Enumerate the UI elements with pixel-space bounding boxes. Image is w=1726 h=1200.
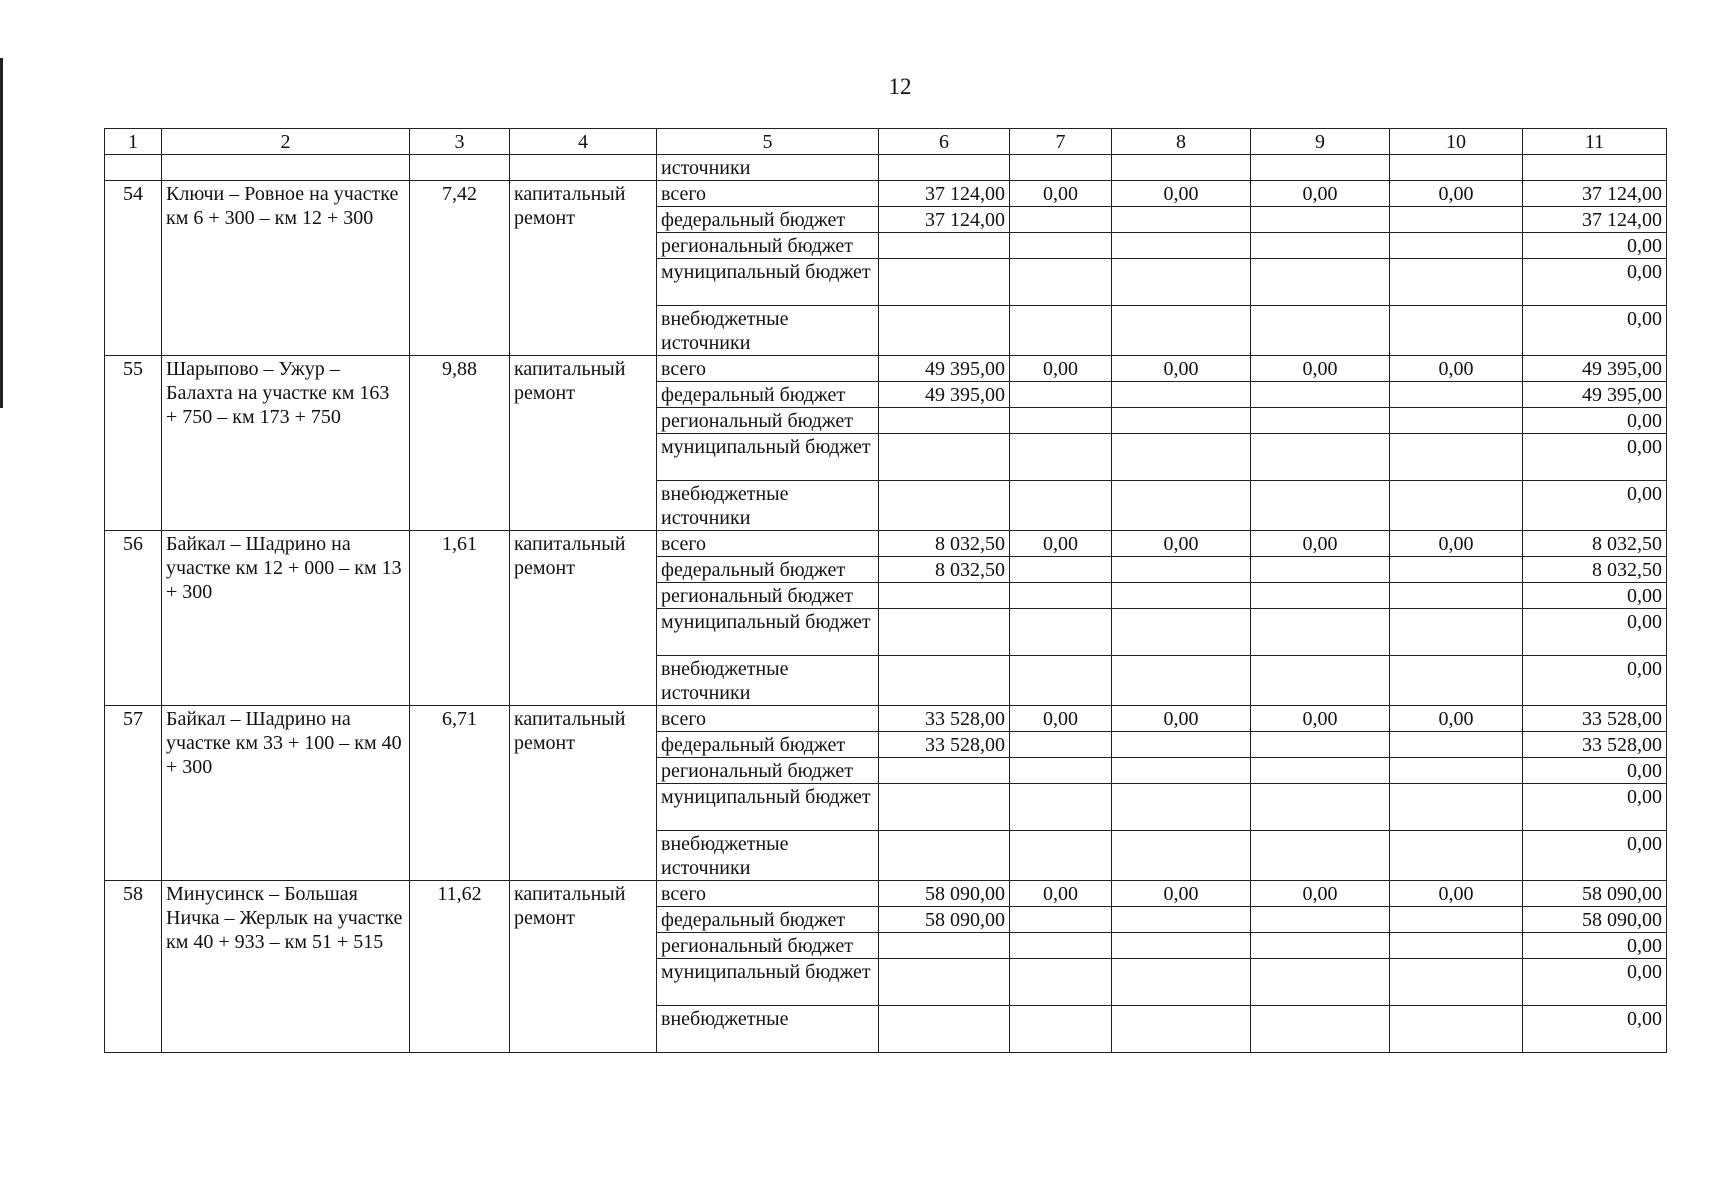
funding-table	[104, 128, 1667, 1053]
value-col-9	[1251, 382, 1390, 408]
work-type: капитальный ремонт	[510, 356, 657, 531]
value-col-7	[1010, 1006, 1112, 1053]
funding-source: всего	[657, 531, 879, 557]
object-name: Шарыпово – Ужур – Балахта на участке км 163 + 750 – км 173 + 750	[162, 356, 410, 531]
object-name: Ключи – Ровное на участке км 6 + 300 – км 12 + 300	[162, 181, 410, 356]
value-col-8	[1112, 233, 1251, 259]
col-number: 6	[879, 129, 1010, 155]
work-type: капитальный ремонт	[510, 531, 657, 706]
value-col-6: 8 032,50	[879, 557, 1010, 583]
funding-source: всего	[657, 181, 879, 207]
value-col-10	[1390, 583, 1523, 609]
value-col-9	[1251, 408, 1390, 434]
value-col-6: 37 124,00	[879, 207, 1010, 233]
value-col-8	[1112, 408, 1251, 434]
value-col-9	[1251, 207, 1390, 233]
col-number: 11	[1523, 129, 1667, 155]
table-row	[105, 531, 1667, 557]
funding-source: региональный бюджет	[657, 933, 879, 959]
funding-source: муниципальный бюджет	[657, 609, 879, 656]
value-col-6	[879, 609, 1010, 656]
value-col-9	[1251, 583, 1390, 609]
table-row	[105, 706, 1667, 732]
funding-source: федеральный бюджет	[657, 557, 879, 583]
object-name: Байкал – Шадрино на участке км 12 + 000 – км 13 + 300	[162, 531, 410, 706]
value-col-9	[1251, 959, 1390, 1006]
value-col-7: 0,00	[1010, 881, 1112, 907]
value-col-10	[1390, 434, 1523, 481]
value-col-10	[1390, 656, 1523, 706]
value-col-11: 0,00	[1523, 259, 1667, 306]
value-col-7	[1010, 656, 1112, 706]
value-col-6: 49 395,00	[879, 356, 1010, 382]
value-col-11: 0,00	[1523, 434, 1667, 481]
value-col-7	[1010, 557, 1112, 583]
value-col-9: 0,00	[1251, 356, 1390, 382]
funding-source: муниципальный бюджет	[657, 259, 879, 306]
value-col-8	[1112, 434, 1251, 481]
value-col-10	[1390, 758, 1523, 784]
funding-source: муниципальный бюджет	[657, 959, 879, 1006]
value-col-11: 0,00	[1523, 758, 1667, 784]
value-col-10	[1390, 784, 1523, 831]
object-length: 1,61	[410, 531, 510, 706]
funding-source: внебюджетные	[657, 1006, 879, 1053]
value-col-11: 49 395,00	[1523, 356, 1667, 382]
value-col-7	[1010, 408, 1112, 434]
value-col-7	[1010, 609, 1112, 656]
value-col-6: 58 090,00	[879, 881, 1010, 907]
value-col-8	[1112, 784, 1251, 831]
value-col-7	[1010, 233, 1112, 259]
funding-source: федеральный бюджет	[657, 732, 879, 758]
value-col-9	[1251, 481, 1390, 531]
value-col-6	[879, 259, 1010, 306]
funding-source: федеральный бюджет	[657, 207, 879, 233]
value-col-9	[1251, 557, 1390, 583]
funding-source: федеральный бюджет	[657, 907, 879, 933]
value-col-7	[1010, 259, 1112, 306]
value-col-11: 0,00	[1523, 784, 1667, 831]
value-col-6	[879, 831, 1010, 881]
col-number: 3	[410, 129, 510, 155]
object-length: 11,62	[410, 881, 510, 1053]
value-col-11: 8 032,50	[1523, 557, 1667, 583]
funding-source: региональный бюджет	[657, 408, 879, 434]
value-col-9	[1251, 933, 1390, 959]
value-col-10	[1390, 408, 1523, 434]
value-col-11: 49 395,00	[1523, 382, 1667, 408]
value-col-8	[1112, 656, 1251, 706]
value-col-11: 58 090,00	[1523, 907, 1667, 933]
col-number: 9	[1251, 129, 1390, 155]
value-col-11: 8 032,50	[1523, 531, 1667, 557]
value-col-11: 37 124,00	[1523, 181, 1667, 207]
value-col-11: 0,00	[1523, 656, 1667, 706]
funding-source: внебюджетные источники	[657, 656, 879, 706]
value-col-8	[1112, 583, 1251, 609]
col-number: 5	[657, 129, 879, 155]
value-col-11: 0,00	[1523, 1006, 1667, 1053]
value-col-7	[1010, 959, 1112, 1006]
value-col-8	[1112, 481, 1251, 531]
work-type: капитальный ремонт	[510, 181, 657, 356]
funding-source: муниципальный бюджет	[657, 784, 879, 831]
value-col-10	[1390, 933, 1523, 959]
value-col-8	[1112, 306, 1251, 356]
value-col-7	[1010, 758, 1112, 784]
funding-source: внебюджетные источники	[657, 831, 879, 881]
value-col-8: 0,00	[1112, 531, 1251, 557]
value-col-10	[1390, 259, 1523, 306]
value-col-6	[879, 408, 1010, 434]
value-col-6	[879, 434, 1010, 481]
value-col-11: 58 090,00	[1523, 881, 1667, 907]
value-col-10	[1390, 959, 1523, 1006]
value-col-8: 0,00	[1112, 181, 1251, 207]
value-col-9: 0,00	[1251, 181, 1390, 207]
object-number: 54	[105, 181, 162, 356]
value-col-6: 37 124,00	[879, 181, 1010, 207]
value-col-7	[1010, 583, 1112, 609]
value-col-9	[1251, 1006, 1390, 1053]
value-col-11: 0,00	[1523, 306, 1667, 356]
value-col-7	[1010, 481, 1112, 531]
value-col-10	[1390, 609, 1523, 656]
value-col-6: 49 395,00	[879, 382, 1010, 408]
value-col-8	[1112, 933, 1251, 959]
value-col-9	[1251, 306, 1390, 356]
object-name: Байкал – Шадрино на участке км 33 + 100 – км 40 + 300	[162, 706, 410, 881]
value-col-8	[1112, 207, 1251, 233]
funding-source: региональный бюджет	[657, 233, 879, 259]
value-col-11: 0,00	[1523, 583, 1667, 609]
page-number: 12	[888, 74, 912, 99]
value-col-10	[1390, 481, 1523, 531]
funding-source: федеральный бюджет	[657, 382, 879, 408]
value-col-8	[1112, 609, 1251, 656]
value-col-10	[1390, 382, 1523, 408]
value-col-10	[1390, 907, 1523, 933]
value-col-8: 0,00	[1112, 356, 1251, 382]
value-col-6	[879, 933, 1010, 959]
work-type: капитальный ремонт	[510, 706, 657, 881]
value-col-6	[879, 959, 1010, 1006]
value-col-10: 0,00	[1390, 531, 1523, 557]
value-col-9	[1251, 233, 1390, 259]
value-col-7	[1010, 907, 1112, 933]
value-col-8: 0,00	[1112, 706, 1251, 732]
value-col-10	[1390, 557, 1523, 583]
value-col-11: 0,00	[1523, 933, 1667, 959]
value-col-11: 0,00	[1523, 481, 1667, 531]
value-col-6	[879, 583, 1010, 609]
value-col-9: 0,00	[1251, 706, 1390, 732]
value-col-9	[1251, 732, 1390, 758]
value-col-8	[1112, 959, 1251, 1006]
object-length: 6,71	[410, 706, 510, 881]
value-col-7	[1010, 382, 1112, 408]
value-col-8	[1112, 557, 1251, 583]
value-col-8: 0,00	[1112, 881, 1251, 907]
object-length: 9,88	[410, 356, 510, 531]
value-col-6	[879, 784, 1010, 831]
value-col-8	[1112, 907, 1251, 933]
col-number: 10	[1390, 129, 1523, 155]
value-col-11: 37 124,00	[1523, 207, 1667, 233]
work-type: капитальный ремонт	[510, 881, 657, 1053]
col-number: 7	[1010, 129, 1112, 155]
value-col-10: 0,00	[1390, 881, 1523, 907]
table-row	[105, 881, 1667, 907]
value-col-6	[879, 233, 1010, 259]
value-col-9	[1251, 784, 1390, 831]
col-number: 8	[1112, 129, 1251, 155]
value-col-10	[1390, 207, 1523, 233]
value-col-10	[1390, 831, 1523, 881]
funding-source: всего	[657, 356, 879, 382]
col-number: 1	[105, 129, 162, 155]
value-col-7	[1010, 207, 1112, 233]
value-col-7	[1010, 831, 1112, 881]
object-number: 55	[105, 356, 162, 531]
value-col-7: 0,00	[1010, 356, 1112, 382]
value-col-8	[1112, 831, 1251, 881]
value-col-10	[1390, 732, 1523, 758]
value-col-10	[1390, 1006, 1523, 1053]
value-col-7	[1010, 306, 1112, 356]
value-col-10: 0,00	[1390, 356, 1523, 382]
table-row	[105, 181, 1667, 207]
value-col-7	[1010, 784, 1112, 831]
object-number: 58	[105, 881, 162, 1053]
continuation-row	[105, 155, 1667, 181]
value-col-9	[1251, 907, 1390, 933]
value-col-8	[1112, 732, 1251, 758]
value-col-7	[1010, 434, 1112, 481]
funding-source: внебюджетные источники	[657, 481, 879, 531]
value-col-9	[1251, 758, 1390, 784]
value-col-6: 58 090,00	[879, 907, 1010, 933]
value-col-10	[1390, 306, 1523, 356]
value-col-9	[1251, 831, 1390, 881]
funding-source: всего	[657, 881, 879, 907]
value-col-6: 33 528,00	[879, 706, 1010, 732]
value-col-11: 0,00	[1523, 408, 1667, 434]
value-col-6: 33 528,00	[879, 732, 1010, 758]
value-col-7	[1010, 732, 1112, 758]
value-col-11: 0,00	[1523, 959, 1667, 1006]
value-col-8	[1112, 1006, 1251, 1053]
value-col-9: 0,00	[1251, 531, 1390, 557]
object-number: 57	[105, 706, 162, 881]
object-name: Минусинск – Большая Ничка – Жерлык на участке км 40 + 933 – км 51 + 515	[162, 881, 410, 1053]
value-col-11: 33 528,00	[1523, 706, 1667, 732]
value-col-10	[1390, 233, 1523, 259]
object-length: 7,42	[410, 181, 510, 356]
value-col-7: 0,00	[1010, 181, 1112, 207]
value-col-11: 0,00	[1523, 609, 1667, 656]
value-col-9: 0,00	[1251, 881, 1390, 907]
page-edge-mark	[0, 58, 3, 408]
funding-source: муниципальный бюджет	[657, 434, 879, 481]
funding-source: региональный бюджет	[657, 758, 879, 784]
value-col-10: 0,00	[1390, 181, 1523, 207]
value-col-11: 0,00	[1523, 831, 1667, 881]
value-col-6: 8 032,50	[879, 531, 1010, 557]
value-col-6	[879, 481, 1010, 531]
column-number-row	[105, 129, 1667, 155]
value-col-10: 0,00	[1390, 706, 1523, 732]
value-col-9	[1251, 434, 1390, 481]
col-number: 2	[162, 129, 410, 155]
value-col-9	[1251, 609, 1390, 656]
value-col-7	[1010, 933, 1112, 959]
value-col-9	[1251, 656, 1390, 706]
funding-source: всего	[657, 706, 879, 732]
value-col-11: 0,00	[1523, 233, 1667, 259]
value-col-6	[879, 306, 1010, 356]
value-col-8	[1112, 382, 1251, 408]
value-col-6	[879, 1006, 1010, 1053]
value-col-9	[1251, 259, 1390, 306]
value-col-8	[1112, 758, 1251, 784]
continuation-label: источники	[657, 155, 879, 181]
object-number: 56	[105, 531, 162, 706]
value-col-8	[1112, 259, 1251, 306]
value-col-7: 0,00	[1010, 706, 1112, 732]
value-col-7: 0,00	[1010, 531, 1112, 557]
table-row	[105, 356, 1667, 382]
funding-source: внебюджетные источники	[657, 306, 879, 356]
value-col-11: 33 528,00	[1523, 732, 1667, 758]
value-col-6	[879, 758, 1010, 784]
value-col-6	[879, 656, 1010, 706]
funding-source: региональный бюджет	[657, 583, 879, 609]
col-number: 4	[510, 129, 657, 155]
